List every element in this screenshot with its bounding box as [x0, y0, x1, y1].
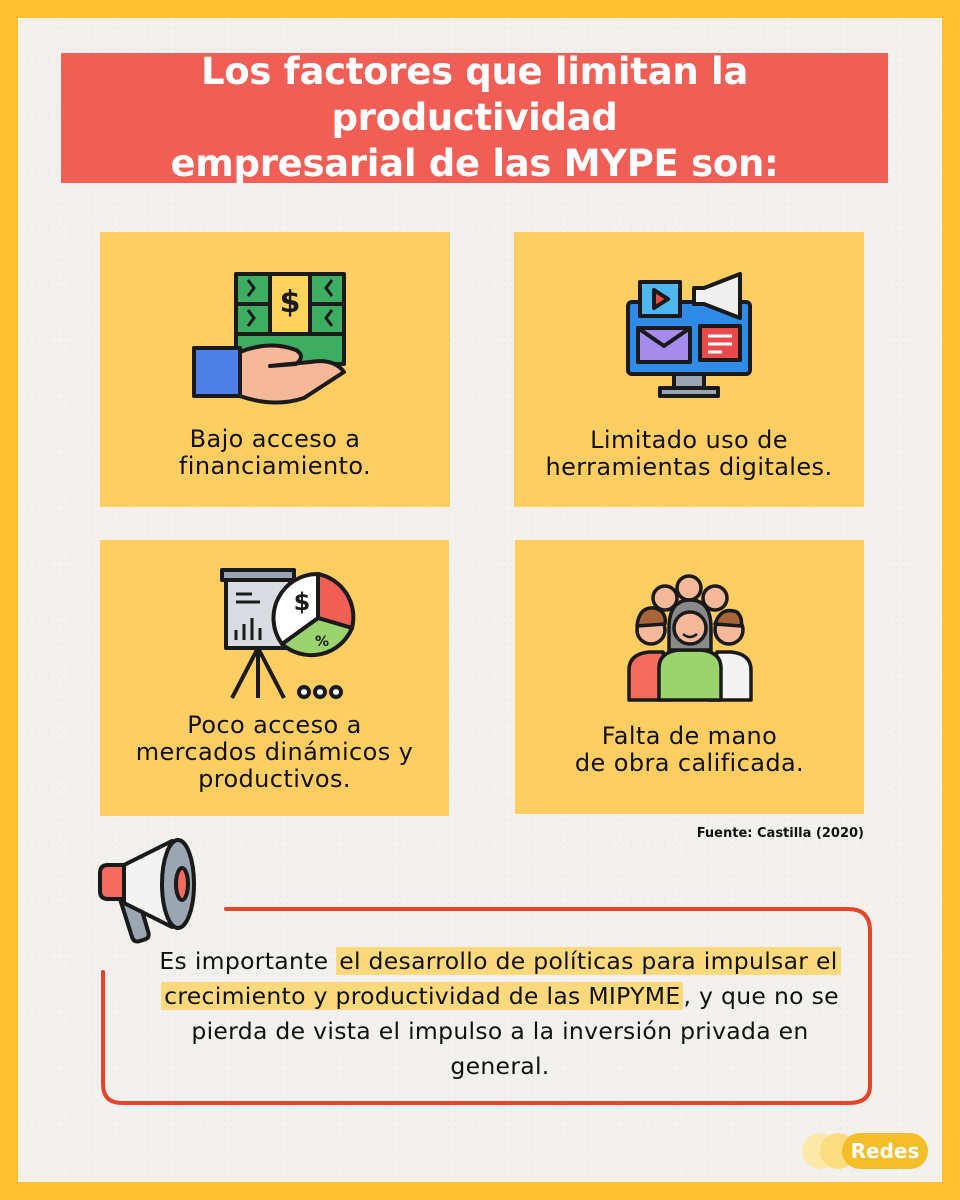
- note-text-part: , y que no se: [683, 982, 839, 1010]
- note-text: [130, 944, 870, 1084]
- money-hand-icon: [192, 270, 356, 406]
- source-citation: Fuente: Castilla (2020): [696, 826, 864, 841]
- card-label: [100, 426, 450, 480]
- title-banner: [61, 50, 888, 185]
- card-label: [100, 712, 449, 793]
- factor-card-markets: [100, 540, 449, 816]
- note-text-part: general.: [450, 1052, 550, 1080]
- factor-card-qualified-labor: [515, 540, 864, 814]
- card-label-line: financiamiento.: [178, 452, 372, 480]
- digital-marketing-monitor-icon: [622, 272, 756, 402]
- factor-card-financing: [100, 232, 450, 507]
- card-label: [514, 427, 864, 481]
- card-label-line: de obra calificada.: [574, 749, 805, 777]
- card-label-line: mercados dinámicos y: [135, 738, 414, 766]
- svg-text:%: %: [314, 634, 330, 650]
- note-highlight: el desarrollo de políticas para impulsar el: [336, 947, 840, 975]
- card-label-line: productivos.: [198, 765, 351, 793]
- card-label-line: Falta de mano: [601, 722, 778, 750]
- brand-label: Redes: [842, 1133, 928, 1169]
- brand-logo: [802, 1133, 932, 1169]
- note-text-part: Es importante: [159, 947, 337, 975]
- title-line-2: empresarial de las MYPE son:: [170, 142, 779, 185]
- card-label-line: herramientas digitales.: [545, 453, 833, 481]
- title-line-1: Los factores que limitan la productividad: [200, 50, 749, 139]
- note-highlight: crecimiento y productividad de las MIPYME: [161, 982, 683, 1010]
- team-people-icon: [625, 574, 755, 702]
- card-label-line: Bajo acceso a: [189, 425, 361, 453]
- card-label-line: Limitado uso de: [590, 426, 788, 454]
- factor-card-digital-tools: [514, 232, 864, 507]
- presentation-pie-chart-icon: [218, 568, 358, 702]
- svg-text:$: $: [279, 285, 301, 320]
- note-text-part: pierda de vista el impulso a la inversión privada en: [191, 1017, 809, 1045]
- card-label: [515, 723, 864, 777]
- megaphone-icon: [96, 835, 204, 947]
- page-title: [61, 49, 888, 187]
- card-label-line: Poco acceso a: [187, 711, 362, 739]
- svg-text:$: $: [293, 588, 311, 616]
